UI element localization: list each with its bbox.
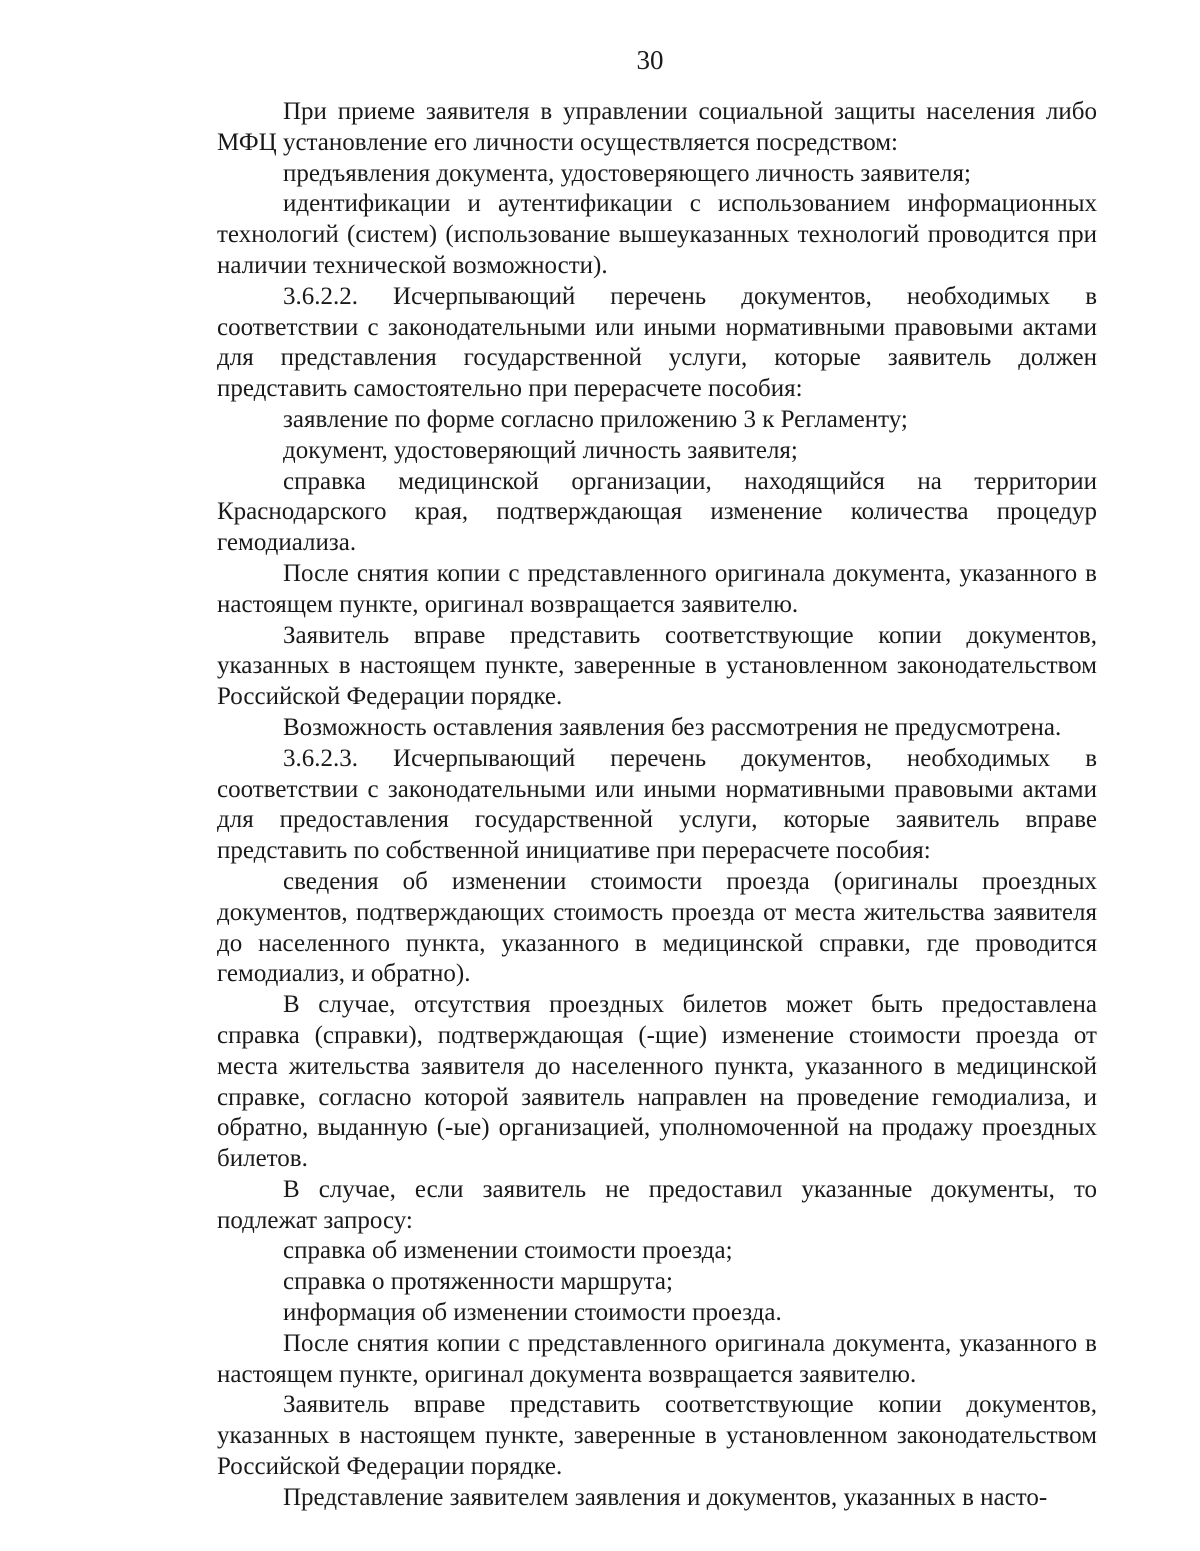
page-number: 30 (636, 45, 664, 75)
paragraph-5: заявление по форме согласно приложению 3 к Регламенту; (283, 405, 908, 433)
paragraph-15: справка об изменении стоимости проезда; (283, 1237, 733, 1265)
paragraph-19: Заявитель вправе представить соответствующие копии документов, указанных в настоящем пункте, заверенные в установленном законодательством Российской Федерации порядке. (217, 1391, 1097, 1481)
paragraph-20: Представление заявителем заявления и документов, указанных в насто- (283, 1483, 1048, 1511)
paragraph-18: После снятия копии с представленного оригинала документа, указанного в настоящем пункте, оригинал документа возвращается заявителю. (217, 1329, 1097, 1388)
paragraph-4: 3.6.2.2. Исчерпывающий перечень документов, необходимых в соответствии с законодательными или иными нормативными правовыми актами для представления государственной услуги, которые заявитель должен представить самостоятельно при перерасчете пособия: (217, 282, 1097, 403)
paragraph-10: Возможность оставления заявления без рассмотрения не предусмотрена. (283, 713, 1062, 741)
paragraph-1: При приеме заявителя в управлении социальной защиты населения либо МФЦ установление его личности осуществляется посредством: (217, 98, 1097, 156)
paragraph-16: справка о протяженности маршрута; (283, 1268, 673, 1296)
paragraph-14: В случае, если заявитель не предоставил указанные документы, то подлежат запросу: (217, 1175, 1097, 1234)
paragraph-6: документ, удостоверяющий личность заявителя; (283, 436, 798, 464)
paragraph-2: предъявления документа, удостоверяющего личность заявителя; (283, 159, 971, 187)
paragraph-13: В случае, отсутствия проездных билетов может быть предоставлена справка (справки), подтверждающая (-щие) изменение стоимости проезда от места жительства заявителя до населенного пункта, указанного в медицинской справке, согласно которой заявитель направлен на проведение гемодиализа, и обратно, выданную (-ые) организацией, уполномоченной на продажу проездных билетов. (217, 991, 1097, 1173)
paragraph-7: справка медицинской организации, находящийся на территории Краснодарского края, подтверждающая изменение количества процедур гемодиализа. (217, 467, 1097, 557)
paragraph-17: информация об изменении стоимости проезда. (283, 1299, 782, 1327)
document-body (217, 97, 1097, 1514)
paragraph-11: 3.6.2.3. Исчерпывающий перечень документов, необходимых в соответствии с законодательными или иными нормативными правовыми актами для предоставления государственной услуги, которые заявитель вправе представить по собственной инициативе при перерасчете пособия: (217, 744, 1097, 865)
paragraph-8: После снятия копии с представленного оригинала документа, указанного в настоящем пункте, оригинал возвращается заявителю. (217, 559, 1097, 618)
paragraph-12: сведения об изменении стоимости проезда (оригиналы проездных документов, подтверждающих стоимость проезда от места жительства заявителя до населенного пункта, указанного в медицинской справки, где проводится гемодиализ, и обратно). (217, 867, 1097, 988)
paragraph-3: идентификации и аутентификации с использованием информационных технологий (систем) (использование вышеуказанных технологий проводится при наличии технической возможности). (217, 190, 1097, 279)
paragraph-9: Заявитель вправе представить соответствующие копии документов, указанных в настоящем пункте, заверенные в установленном законодательством Российской Федерации порядке. (217, 621, 1097, 711)
